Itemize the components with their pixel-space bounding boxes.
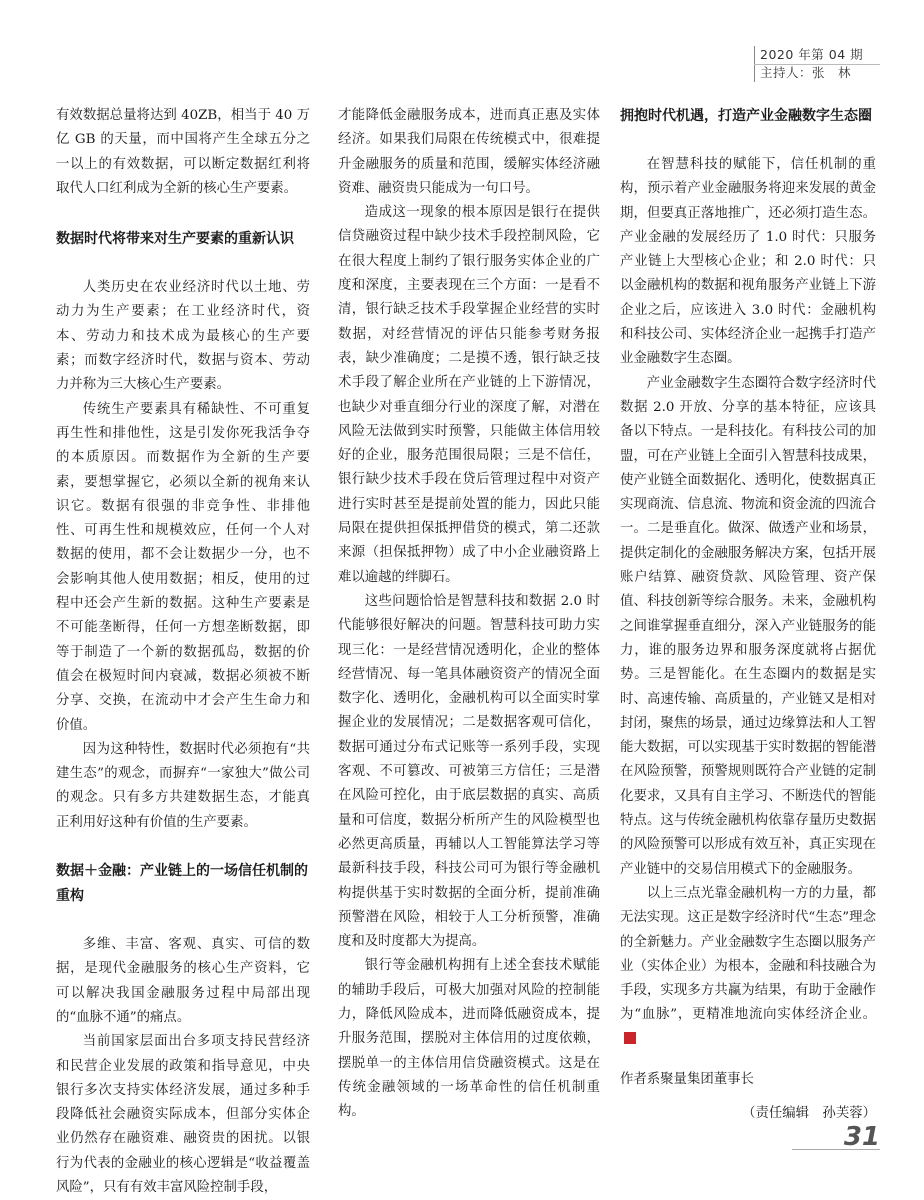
column-1 (56, 104, 310, 1200)
paragraph: 传统生产要素具有稀缺性、不可重复再生性和排他性，这是引发你死我活争夺的本质原因。而数据作为全新的生产要素，要想掌握它，必须以全新的视角来认识它。数据有很强的非竞争性、非排他性、可再生性和规模效应，任何一个人对数据的使用，都不会让数据少一分，也不会影响其他人使用数据；相反，使用的过程中还会产生新的数据。这种生产要素是不可能垄断得，任何一方想垄断数据，即等于制造了一个新的数据孤岛，数据的价值会在极短时间内衰减，数据必须被不断分享、交换，在流动中才会产生生命力和价值。 (56, 401, 310, 733)
paragraph: 这些问题恰恰是智慧科技和数据 2.0 时代能够很好解决的问题。智慧科技可助力实现三化：一是经营情况透明化，企业的整体经营情况、每一笔具体融资资产的情况全面数字化、透明化，金融机构可以全面实时掌握企业的发展情况；二是数据客观可信化，数据可通过分布式记账等一系列手段，实现客观、不可篡改、可被第三方信任；三是潜在风险可控化，由于底层数据的真实、高质量和可信度，数据分析所产生的风险模型也必然更高质量，再辅以人工智能算法学习等最新科技手段，科技公司可为银行等金融机构提供基于实时数据的全面分析，提前准确预警潜在风险，相较于人工分析预警，准确度和及时度都大为提高。 (338, 593, 600, 950)
section-heading: 数据＋金融：产业链上的一场信任机制的重构 (56, 863, 308, 905)
paragraph: 在智慧科技的赋能下，信任机制的重构，预示着产业金融服务将迎来发展的黄金期，但要真正落地推广，还必须打造生态。产业金融的发展经历了 1.0 时代：只服务产业链上大型核心企业；和 2.0 时代：只以金融机构的数据和视角服务产业链上下游企业之后，应该进入 3.0 时代：金融机构和科技公司、实体经济企业一起携手打造产业金融数字生态圈。 (620, 157, 876, 367)
paragraph: 有效数据总量将达到 40ZB，相当于 40 万亿 GB 的天量，而中国将产生全球五分之一以上的有效数据，可以断定数据红利将取代人口红利成为全新的核心生产要素。 (56, 108, 310, 196)
host-label: 主持人：张 林 (760, 65, 852, 80)
paragraph: 因为这种特性，数据时代必须抱有“共建生态”的观念，而摒弃“一家独大”做公司的观念。只有多方共建数据生态，才能真正利用好这种有价值的生产要素。 (56, 741, 310, 830)
section-heading: 拥抱时代机遇，打造产业金融数字生态圈 (620, 108, 872, 124)
end-of-article-mark (624, 1032, 636, 1044)
page-number: 31 (843, 1122, 880, 1152)
paragraph: 当前国家层面出台多项支持民营经济和民营企业发展的政策和指导意见，中央银行多次支持实体经济发展，通过多种手段降低社会融资实际成本，但部分实体企业仍然存在融资难、融资贵的困扰。以银行为代表的金融业的核心逻辑是“收益覆盖风险”，只有有效丰富风险控制手段， (56, 1034, 310, 1195)
paragraph: 造成这一现象的根本原因是银行在提供信贷融资过程中缺少技术手段控制风险，它在很大程度上制约了银行服务实体企业的广度和深度，主要表现在三个方面：一是看不清，银行缺乏技术手段掌握企业经营的实时数据，对经营情况的评估只能参考财务报表，缺少准确度；二是摸不透，银行缺乏技术手段了解企业所在产业链的上下游情况，也缺少对垂直细分行业的深度了解，对潜在风险无法做到实时预警，只能做主体信用较好的企业，服务范围很局限；三是不信任，银行缺少技术手段在贷后管理过程中对资产进行实时甚至是提前处置的能力，因此只能局限在提供担保抵押借贷的模式，第二还款来源（担保抵押物）成了中小企业融资路上难以逾越的绊脚石。 (338, 205, 600, 585)
paragraph: 银行等金融机构拥有上述全套技术赋能的辅助手段后，可极大加强对风险的控制能力，降低风险成本，进而降低融资成本，提升服务范围，摆脱对主体信用的过度依赖，摆脱单一的主体信用信贷融资模式。这是在传统金融领域的一场革命性的信任机制重构。 (338, 958, 600, 1120)
editor-credit: （责任编辑 孙芙蓉） (742, 1106, 876, 1122)
author-note: 作者系聚量集团董事长 (620, 1071, 754, 1087)
column-2 (338, 104, 600, 1124)
paragraph: 产业金融数字生态圈符合数字经济时代数据 2.0 开放、分享的基本特征，应该具备以下特点。一是科技化。有科技公司的加盟，可在产业链上全面引入智慧科技成果，使产业链全面数据化、透明化，使数据真正实现商流、信息流、物流和资金流的四流合一。二是垂直化。做深、做透产业和场景，提供定制化的金融服务解决方案，包括开展账户结算、融资贷款、风险管理、资产保值、科技创新等综合服务。未来，金融机构之间谁掌握垂直细分，深入产业链服务的能力，谁的服务边界和服务深度就将占据优势。三是智能化。在生态圈内的数据是实时、高速传输、高质量的，产业链又是相对封闭，聚焦的场景，通过边缘算法和人工智能大数据，可以实现基于实时数据的智能潜在风险预警，预警规则既符合产业链的定制化要求，又具有自主学习、不断迭代的智能特点。这与传统金融机构依靠存量历史数据的风险预警可以形成有效互补，真正实现在产业链中的交易信用模式下的金融服务。 (620, 375, 876, 877)
column-3 (620, 104, 876, 1127)
paragraph: 人类历史在农业经济时代以土地、劳动力为生产要素；在工业经济时代，资本、劳动力和技术成为最核心的生产要素；而数字经济时代，数据与资本、劳动力并称为三大核心生产要素。 (56, 280, 310, 393)
paragraph (620, 882, 876, 1052)
paragraph: 多维、丰富、客观、真实、可信的数据，是现代金融服务的核心生产资料，它可以解决我国金融服务过程中局部出现的“血脉不通”的痛点。 (56, 937, 310, 1025)
paragraph-text: 以上三点光靠金融机构一方的力量，都无法实现。这正是数字经济时代“生态”理念的全新魅力。产业金融数字生态圈以服务产业（实体企业）为根本，金融和科技融合为手段，实现多方共赢为结果，有助于金融作为“血脉”，更精准地流向实体经济企业。 (620, 885, 876, 1023)
section-heading: 数据时代将带来对生产要素的重新认识 (56, 231, 294, 248)
running-header (760, 46, 880, 82)
paragraph: 才能降低金融服务成本，进而真正惠及实体经济。如果我们局限在传统模式中，很难提升金融服务的质量和范围，缓解实体经济融资难、融资贵只能成为一句口号。 (338, 108, 600, 196)
header-rule (754, 64, 880, 65)
issue-label: 2020 年第 04 期 (760, 47, 864, 62)
